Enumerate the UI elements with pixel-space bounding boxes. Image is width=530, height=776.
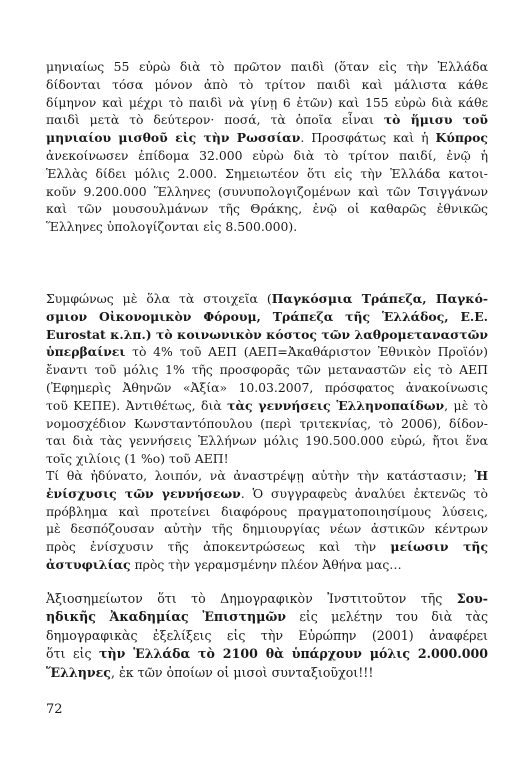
text-run: πρὸς ἐνίσχυσιν τῆς ἀποκεντρώσεως καὶ τὴν [46,539,391,555]
text-run: εἰς μελέτην του διὰ τὰς [286,609,489,625]
bold-text-run: Ἡ [474,468,488,483]
bold-text-run: ἀστυφιλίας [46,556,131,572]
text-line [46,308,488,326]
text-line [46,361,488,379]
bold-text-run: μείωσιν τῆς [390,539,488,555]
text-run: νομοσχέδιον Κωνσταντόπουλου (περὶ τριτεκνίας, τὸ 2006), δίδον- [46,415,488,431]
text-line [46,415,488,433]
bold-text-run: τὸ ἥμισυ τοῦ [383,112,488,128]
text-run: Ἀξιοσημείωτον ὅτι τὸ Δημογραφικὸν Ἰνστιτοῦτον τῆς [46,591,457,606]
text-run: παιδὶ μετὰ τὸ δεύτερον· ποσά, τὰ ὁποῖα εἶναι [46,112,384,128]
text-line [46,556,488,574]
text-run: δίδονται τόσα μόνον ἀπὸ τὸ τρίτον παιδὶ καὶ μάλιστα κάθε [46,76,488,92]
text-run: ται διὰ τὰς γεννήσεις Ἑλλήνων μόλις 190.500.000 εὐρώ, ἤτοι ἕνα [46,433,488,449]
text-line [46,147,488,165]
text-line [46,129,488,147]
text-line [46,538,488,556]
text-line [46,343,488,361]
page-number: 72 [46,702,63,717]
paragraph-3 [46,467,488,574]
bold-text-run: Ἕλληνες [46,664,111,680]
text-run: μὲ δεσπόζουσαν αὐτὴν τῆς δημιουργίας νέων ἀστικῶν κέντρων [46,521,488,537]
text-run: δίμηνον καὶ μέχρι τὸ παιδὶ νὰ γίνῃ 6 ἐτῶν) καὶ 155 εὐρὼ διὰ κάθε [46,94,488,110]
text-line [46,58,488,76]
text-run: μηνιαίως 55 εὐρὼ διὰ τὸ πρῶτον παιδὶ (ὅταν εἰς τὴν Ἑλλάδα [46,59,488,74]
text-run: . Προσφάτως καὶ ἡ [300,130,436,146]
paragraph-4 [46,590,488,682]
text-run: δημογραφικὰς ἐξελίξεις εἰς τὴν Εὐρώπην (2001) ἀναφέρει [46,627,488,643]
text-line [46,485,488,503]
bold-text-run: Παγκόσμια Τράπεζα, Παγκό- [271,291,488,306]
text-run: Συμφώνως μὲ ὅλα τὰ στοιχεῖα ( [46,291,272,306]
bold-text-run: τὴν Ἑλλάδα τὸ 2100 θὰ ὑπάρχουν μόλις 2.000.000 [99,646,488,662]
bold-text-run: Κύπρος [435,130,488,146]
bold-text-run: ὑπερβαίνει [46,344,126,360]
bold-text-run: μηνιαίου μισθοῦ εἰς τὴν Ρωσσίαν [46,130,301,146]
text-line [46,200,488,218]
paragraph-1 [46,58,488,236]
text-line [46,111,488,129]
text-run: , ἐκ τῶν ὁποίων οἱ μισοὶ συνταξιοῦχοι!!! [110,664,374,680]
text-line [46,290,488,308]
paragraph-2 [46,290,488,468]
text-line [46,467,488,485]
text-line [46,590,488,608]
text-run: καὶ τῶν μουσουλμάνων τῆς Θράκης, ἐνῷ οἱ καθαρῶς ἐθνικῶς [46,201,488,217]
text-run: ἔναντι τοῦ μόλις 1% τῆς προσφορᾶς τῶν μεταναστῶν εἰς τὸ ΑΕΠ [46,362,488,378]
bold-text-run: Σου- [456,591,488,606]
text-run: Ἕλληνες ὑπολογίζονται εἰς 8.500.000). [46,219,298,235]
text-run: κοῦν 9.200.000 Ἕλληνες (συνυπολογιζομένων καὶ τῶν Τσιγγάνων [46,183,488,199]
text-line [46,645,488,663]
text-line [46,520,488,538]
text-line [46,397,488,415]
text-run: πρόβλημα καὶ προτείνει διαφόρους πραγματοποιησίμους λύσεις, [46,503,488,519]
bold-text-run: σμιον Οἰκονομικὸν Φόρουμ, Τράπεζα τῆς Ἑλλάδος, Ε.Ε. [46,308,488,324]
text-run: τοῖς χιλίοις (1 %o) τοῦ ΑΕΠ! [46,451,229,467]
text-run: τοῦ ΚΕΠΕ). Ἀντιθέτως, διὰ [46,397,228,413]
text-run: , μὲ τὸ [444,397,488,413]
text-line [46,218,488,236]
text-line [46,664,488,682]
text-run: . Ὁ συγγραφεὺς ἀναλύει ἐκτενῶς τὸ [240,485,488,501]
text-line [46,432,488,450]
bold-text-run: Eurostat κ.λπ.) τὸ κοινωνικὸν κόστος τῶν λαθρομεταναστῶν [46,326,488,342]
text-line [46,94,488,112]
bold-text-run: ηδικῆς Ἀκαδημίας Ἐπιστημῶν [46,609,287,625]
text-line [46,326,488,344]
text-run: Τί θὰ ἠδύνατο, λοιπόν, νὰ ἀναστρέψῃ αὐτὴν τὴν κατάστασιν; [46,468,475,483]
text-run: ὅτι εἰς [46,646,100,662]
text-line [46,379,488,397]
text-line [46,165,488,183]
text-line [46,627,488,645]
text-run: (Ἐφημερὶς Ἀθηνῶν «Ἀξία» 10.03.2007, πρόσφατος ἀνακοίνωσις [46,379,488,395]
text-run: τὸ 4% τοῦ ΑΕΠ (ΑΕΠ=Ἀκαθάριστον Ἐθνικὸν Προϊόν) [125,344,488,360]
text-run: πρὸς τὴν γεραμσμένην πλέον Ἀθήνα μας… [130,556,402,572]
text-line [46,503,488,521]
bold-text-run: τὰς γεννήσεις Ἑλληνοπαίδων [227,397,445,413]
bold-text-run: ἐνίσχυσις τῶν γεννήσεων [46,485,241,501]
text-line [46,76,488,94]
text-run: Ἑλλὰς δίδει μόλις 2.000. Σημειωτέον ὅτι εἰς τὴν Ἑλλάδα κατοι- [46,165,488,181]
text-line [46,450,488,468]
text-line [46,608,488,626]
text-run: ἀνεκοίνωσεν ἐπίδομα 32.000 εὐρὼ διὰ τὸ τρίτον παιδί, ἐνῷ ἡ [46,147,488,163]
text-line [46,183,488,201]
